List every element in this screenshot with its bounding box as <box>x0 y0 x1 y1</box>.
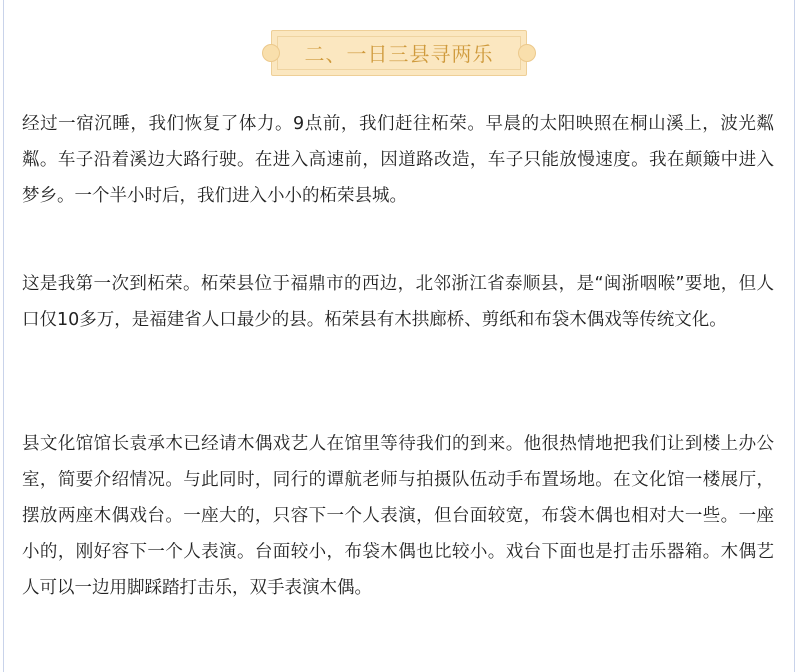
section-heading <box>0 30 798 78</box>
paragraph-1: 经过一宿沉睡，我们恢复了体力。9点前，我们赶往柘荣。早晨的太阳映照在桐山溪上，波光粼粼。车子沿着溪边大路行驶。在进入高速前，因道路改造，车子只能放慢速度。我在颠簸中进入梦乡。一个半小时后，我们进入小小的柘荣县城。 <box>22 114 774 206</box>
paragraph-2: 这是我第一次到柘荣。柘荣县位于福鼎市的西边，北邻浙江省泰顺县，是“闽浙咽喉”要地，但人口仅10多万，是福建省人口最少的县。柘荣县有木拱廊桥、剪纸和布袋木偶戏等传统文化。 <box>22 274 774 330</box>
heading-left-dot-ornament <box>262 44 280 62</box>
heading-right-dot-ornament <box>518 44 536 62</box>
page-edge-right <box>794 0 795 672</box>
section-title: 二、一日三县寻两乐 <box>304 42 494 66</box>
page-edge-left <box>3 0 4 672</box>
paragraph-3: 县文化馆馆长袁承木已经请木偶戏艺人在馆里等待我们的到来。他很热情地把我们让到楼上办公室，简要介绍情况。与此同时，同行的谭航老师与拍摄队伍动手布置场地。在文化馆一楼展厅，摆放两座木偶戏台。一座大的，只容下一个人表演，但台面较宽，布袋木偶也相对大一些。一座小的，刚好容下一个人表演。台面较小，布袋木偶也比较小。戏台下面也是打击乐器箱。木偶艺人可以一边用脚踩踏打击乐，双手表演木偶。 <box>22 434 774 598</box>
heading-banner <box>271 30 527 76</box>
